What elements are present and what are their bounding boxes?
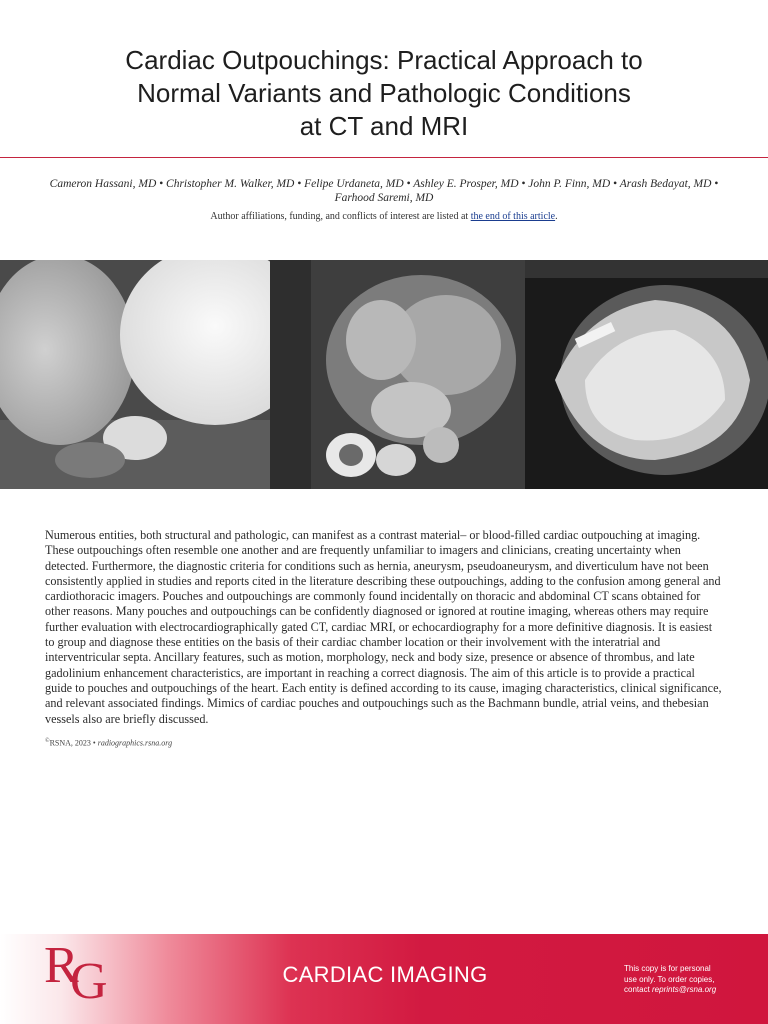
note-contact-prefix: contact [624,985,653,994]
svg-text:R: R [44,937,79,994]
title-line-2: Normal Variants and Pathologic Conditions [137,78,631,108]
copyright-symbol: © [45,738,50,744]
note-line-3 [624,985,744,996]
title-line-3: at CT and MRI [299,111,469,141]
abstract-text: Numerous entities, both structural and pathologic, can manifest as a contrast material– or blood-filled cardiac outpouching at imaging. These outpouchings often resemble one another and are frequently unfamiliar to imagers and clinicians, creating uncertainty when detected. Furthermore, the diagnostic criteria for conditions such as hernia, aneurysm, pseudoaneurysm, and diverticulum have not been consistently applied in studies and reports cited in the literature describing these outpouchings, adding to the confusion among general and cardiothoracic imagers. Pouches and outpouchings are commonly found incidentally on thoracic and abdominal CT scans obtained for other reasons. Many pouches and outpouchings can be confidently diagnosed or ignored at routine imaging, whereas others may require further evaluation with electrocardiographically gated CT, cardiac MRI, or echocardiography for a more definitive diagnosis. It is easiest to group and diagnose these entities on the basis of their cardiac chamber location or their involvement with the interatrial and interventricular septa. Ancillary features, such as motion, morphology, neck and body size, presence or absence of thrombus, and late gadolinium enhancement characteristics, are important in reaching a correct diagnosis. The aim of this article is to provide a practical guide to pouches and outpouchings of the heart. Each entity is defined according to its cause, imaging characteristics, clinical significance, and relevant associated findings. Mimics of cardiac pouches and outpouchings such as the Bachmann bundle, atrial veins, and thebesian vessels also are briefly discussed. [45,528,722,726]
affiliation-suffix: . [555,211,558,222]
ct-image-right [525,260,768,489]
article-title [40,44,728,143]
reprint-note [624,964,744,996]
affiliation-prefix: Author affiliations, funding, and conflicts of interest are listed at [210,211,471,222]
affiliation-link[interactable]: the end of this article [470,211,556,222]
svg-text:G: G [70,953,108,1010]
copyright-text: RSNA, 2023 • [49,738,98,748]
reprints-email[interactable]: reprints@rsna.org [652,985,717,994]
note-line-2: use only. To order copies, [624,974,715,984]
note-line-1: This copy is for personal [624,964,711,973]
ct-image-middle [311,260,525,489]
title-line-1: Cardiac Outpouchings: Practical Approach to [125,45,643,75]
title-divider [0,157,768,158]
journal-url: radiographics.rsna.org [97,738,173,748]
affiliation-note [40,211,728,222]
rg-logo [44,934,114,1014]
authors-line-2: Farhood Saremi, MD [334,192,434,204]
author-list [40,177,728,205]
copyright-line [45,738,172,748]
ct-image-strip [0,260,768,489]
section-label: CARDIAC IMAGING [282,962,488,987]
authors-line-1: Cameron Hassani, MD • Christopher M. Walker, MD • Felipe Urdaneta, MD • Ashley E. Prosper, MD • John P. Finn, MD • Arash Bedayat, MD • [49,178,719,190]
ct-image-left [0,260,311,489]
